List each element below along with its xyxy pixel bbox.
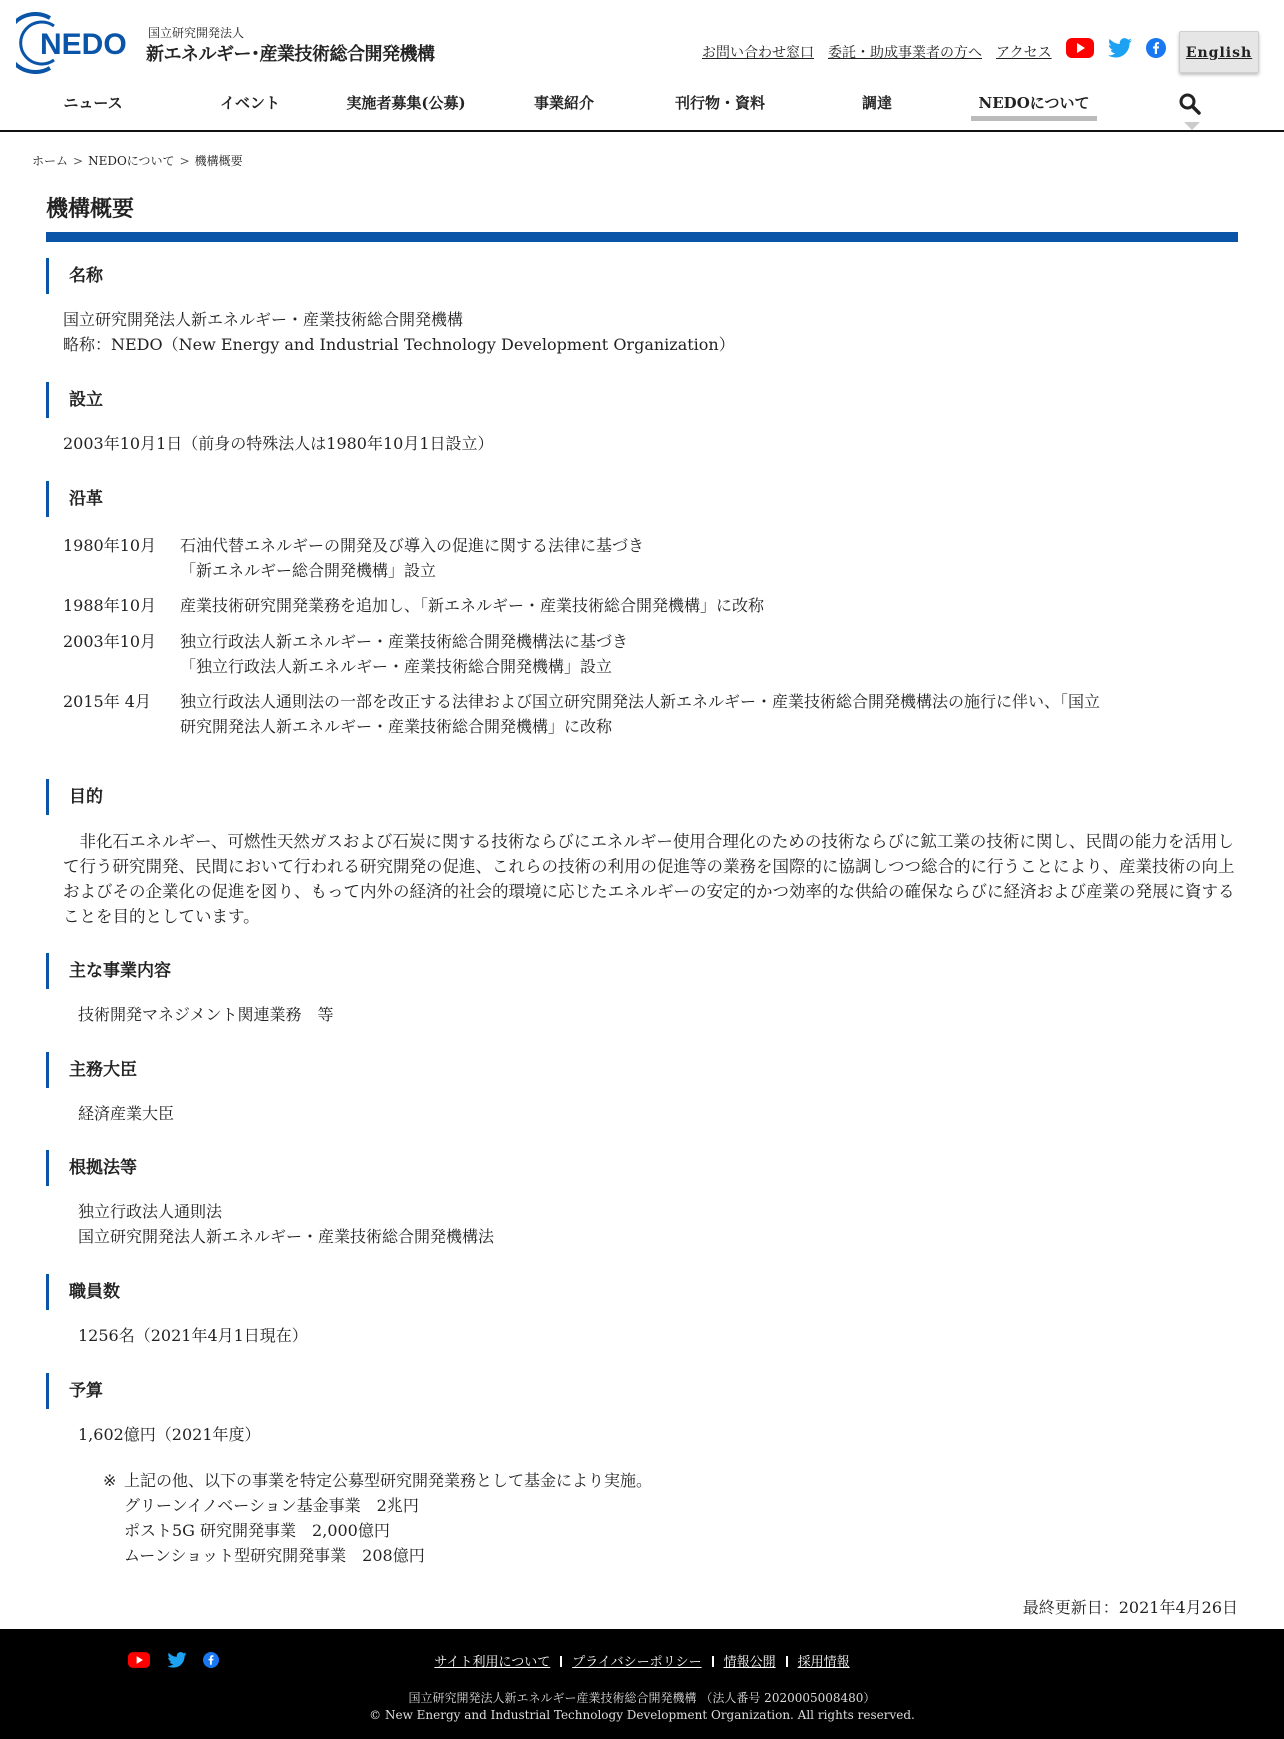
section-heading-purpose: 目的: [46, 779, 103, 815]
page-title: 機構概要: [46, 196, 135, 222]
section-heading-established: 設立: [46, 382, 103, 418]
chevron-down-icon: [1184, 122, 1200, 130]
facebook-icon[interactable]: [1146, 38, 1166, 62]
history-date: 1980年10月: [63, 536, 157, 555]
footer-copyright: © New Energy and Industrial Technology Development Organization. All rights reserved.: [369, 1708, 915, 1722]
law-item: 独立行政法人通則法: [78, 1202, 223, 1221]
nav-item-projects[interactable]: 事業紹介: [533, 94, 595, 112]
history-date: 1988年10月: [63, 596, 157, 615]
history-date: 2003年10月: [63, 632, 157, 651]
org-name: 新エネルギー･産業技術総合開発機構: [146, 44, 435, 65]
name-abbrev: 略称：NEDO（New Energy and Industrial Technology Development Organization）: [63, 335, 735, 354]
breadcrumb-about[interactable]: NEDOについて: [88, 154, 175, 168]
nedo-logo[interactable]: [16, 12, 140, 74]
title-underline: [46, 232, 1238, 242]
section-heading-laws: 根拠法等: [46, 1150, 137, 1186]
established-text: 2003年10月1日（前身の特殊法人は1980年10月1日設立）: [63, 434, 494, 453]
footer-link-privacy[interactable]: プライバシーポリシー: [572, 1655, 702, 1670]
footer-link-recruit[interactable]: 採用情報: [797, 1655, 850, 1670]
purpose-text: 非化石エネルギー、可燃性天然ガスおよび石炭に関する技術ならびにエネルギー使用合理化のための技術ならびに鉱工業の技術に関し、民間の能力を活用して行う研究開発、民間において行われる研究開発の促進、これらの技術の利用の促進等の業務を国際的に協調しつつ総合的に行うことにより、産業技術の向上およびその企業化の促進を図り、もって内外の経済的社会的環境に応じたエネルギーの安定的かつ効率的な供給の確保ならびに経済および産業の発展に資することを目的としています。: [63, 832, 1235, 926]
minister-text: 経済産業大臣: [78, 1104, 175, 1123]
util-link-access[interactable]: アクセス: [996, 45, 1052, 61]
search-icon[interactable]: [1178, 92, 1202, 116]
section-heading-name: 名称: [46, 258, 103, 294]
business-text: 技術開発マネジメント関連業務 等: [78, 1005, 334, 1024]
breadcrumb-home[interactable]: ホーム: [32, 154, 69, 168]
nav-item-events[interactable]: イベント: [219, 94, 281, 112]
section-heading-history: 沿革: [46, 481, 103, 517]
site-footer: [0, 1629, 1284, 1739]
nav-item-about[interactable]: NEDOについて: [978, 94, 1090, 112]
breadcrumb-current: 機構概要: [194, 154, 243, 168]
history-desc: 独立行政法人新エネルギー・産業技術総合開発機構法に基づき 「独立行政法人新エネルギー・産業技術総合開発機構」設立: [180, 632, 629, 676]
history-desc: 産業技術研究開発業務を追加し、「新エネルギー・産業技術総合開発機構」に改称: [180, 596, 765, 615]
footer-org: 国立研究開発法人新エネルギー産業技術総合開発機構 （法人番号 2020005008480）: [408, 1691, 876, 1705]
twitter-icon[interactable]: [1108, 38, 1132, 62]
history-date: 2015年 4月: [63, 692, 151, 711]
footer-link-disclosure[interactable]: 情報公開: [723, 1655, 776, 1670]
nav-item-news[interactable]: ニュース: [63, 94, 123, 112]
note-mark: ※: [103, 1471, 117, 1490]
english-button[interactable]: English: [1179, 31, 1259, 73]
nav-item-publications[interactable]: 刊行物・資料: [674, 94, 766, 112]
org-subtitle: 国立研究開発法人: [148, 26, 245, 40]
section-heading-minister: 主務大臣: [46, 1052, 137, 1088]
util-link-contractors[interactable]: 委託・助成事業者の方へ: [828, 45, 982, 61]
global-nav: [0, 92, 1284, 122]
last-updated: 最終更新日：2021年4月26日: [1022, 1598, 1238, 1617]
site-header: [0, 0, 1284, 132]
util-link-contact[interactable]: お問い合わせ窓口: [702, 45, 814, 61]
svg-text:NEDO: NEDO: [40, 28, 127, 61]
section-heading-staff: 職員数: [46, 1274, 120, 1310]
nav-active-indicator: [971, 116, 1097, 121]
footer-link-terms[interactable]: サイト利用について: [434, 1655, 551, 1670]
name-full: 国立研究開発法人新エネルギー・産業技術総合開発機構: [63, 310, 464, 329]
law-item: 国立研究開発法人新エネルギー・産業技術総合開発機構法: [78, 1227, 495, 1246]
budget-text: 1,602億円（2021年度）: [78, 1425, 261, 1444]
utility-links: [702, 42, 1052, 62]
youtube-icon[interactable]: [1066, 38, 1094, 62]
nav-item-calls[interactable]: 実施者募集(公募): [346, 94, 466, 112]
budget-note: 上記の他、以下の事業を特定公募型研究開発業務として基金により実施。 グリーンイノベーション基金事業 2兆円 ポスト5G 研究開発事業 2,000億円 ムーンショット型研究開発事業 208億円: [124, 1471, 653, 1565]
history-desc: 石油代替エネルギーの開発及び導入の促進に関する法律に基づき 「新エネルギー総合開発機構」設立: [180, 536, 645, 580]
section-heading-budget: 予算: [46, 1373, 103, 1409]
breadcrumb: ホーム > NEDOについて > 機構概要: [32, 154, 243, 168]
footer-links: [0, 1651, 1284, 1670]
history-desc: 独立行政法人通則法の一部を改正する法律および国立研究開発法人新エネルギー・産業技術総合開発機構法の施行に伴い、「国立 研究開発法人新エネルギー・産業技術総合開発機構」に改称: [180, 692, 1101, 736]
nav-item-procurement[interactable]: 調達: [861, 94, 893, 112]
staff-text: 1256名（2021年4月1日現在）: [78, 1326, 308, 1345]
section-heading-business: 主な事業内容: [46, 953, 171, 989]
